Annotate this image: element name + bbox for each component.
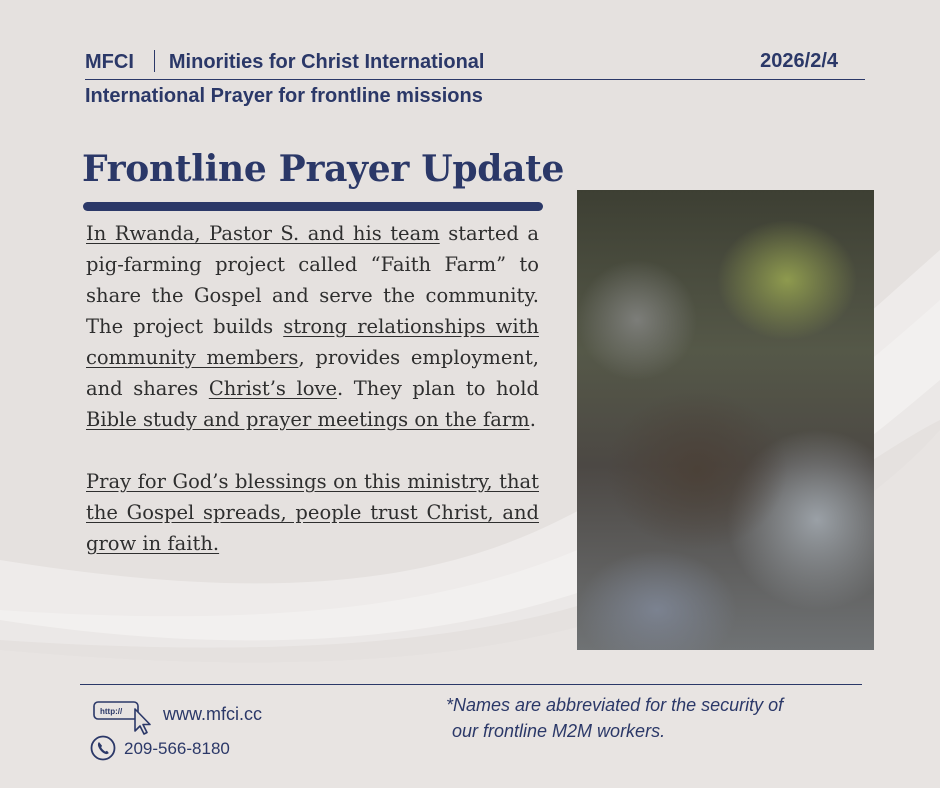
web-icon-label: http:// [100, 707, 123, 716]
story-text [86, 218, 539, 559]
divider [154, 50, 155, 72]
title-underline-bar [83, 202, 543, 211]
story-text-run: , provides employment, and shares [86, 346, 540, 400]
story-text-run: In Rwanda, Pastor S. and his team [86, 222, 440, 245]
prayer-request [86, 466, 539, 559]
header-divider [85, 79, 865, 80]
story-text-run: . They plan to hold [337, 377, 539, 400]
org-short: MFCI [85, 51, 134, 73]
date: 2026/2/4 [760, 50, 838, 72]
story-paragraph-1 [86, 218, 539, 435]
website-link[interactable]: www.mfci.cc [163, 704, 262, 724]
org-name [85, 50, 484, 74]
link-cursor-icon [93, 700, 153, 736]
tagline: International Prayer for frontline missions [85, 85, 483, 107]
blurred-photo [577, 190, 874, 650]
prayer-request-text: Pray for God’s blessings on this ministry, that the Gospel spreads, people trust Christ, and grow in faith. [86, 470, 539, 555]
security-note-line: our frontline M2M workers. [452, 721, 666, 741]
story-text-run: started a pig-farming project called “Faith Farm” to share the Gospel and serve the community. The project builds [86, 222, 539, 338]
phone-number: 209-566-8180 [124, 739, 230, 758]
security-note [446, 692, 866, 744]
phone-icon [90, 735, 116, 761]
story-text-run: Bible study and prayer meetings on the farm [86, 408, 530, 431]
security-note-line: *Names are abbreviated for the security of [446, 695, 784, 715]
footer-divider [80, 684, 862, 685]
page-title: Frontline Prayer Update [82, 148, 565, 190]
story-text-run: . [529, 408, 536, 431]
story-text-run: Christ’s love [208, 377, 337, 400]
org-full: Minorities for Christ International [168, 51, 485, 73]
story-text-run: strong relationships with community members [86, 315, 539, 369]
